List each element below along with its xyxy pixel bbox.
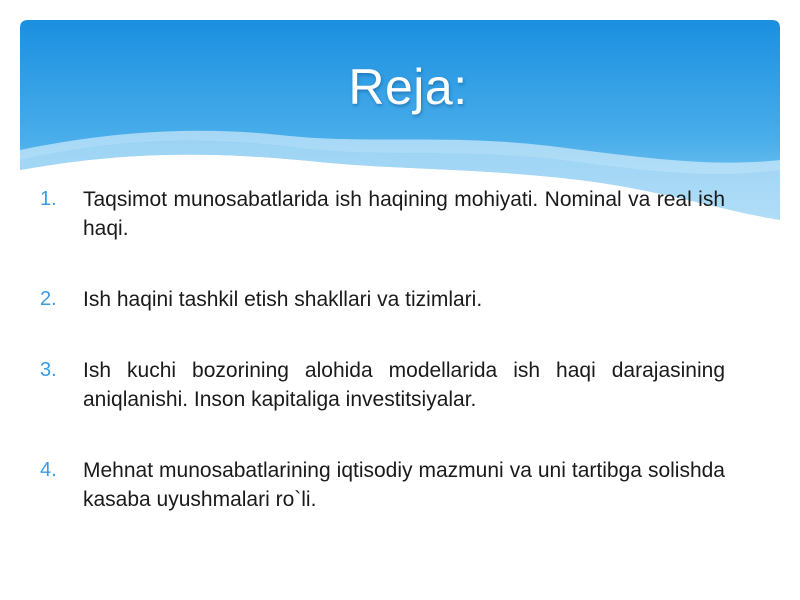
item-number: 1.: [40, 188, 57, 210]
agenda-list: [40, 185, 725, 514]
agenda-item: [40, 285, 725, 314]
item-text: Ish kuchi bozorining alohida modellarida ish haqi darajasining aniqlanishi. Inson kapitaliga investitsiyalar.: [83, 359, 725, 411]
item-number: 4.: [40, 459, 57, 481]
item-number: 3.: [40, 359, 57, 381]
item-number: 2.: [40, 288, 57, 310]
item-text: Mehnat munosabatlarining iqtisodiy mazmuni va uni tartibga solishda kasaba uyushmalari ro`li.: [83, 459, 725, 511]
agenda-item: [40, 356, 725, 414]
agenda-item: [40, 456, 725, 514]
item-text: Ish haqini tashkil etish shakllari va tizimlari.: [83, 288, 483, 311]
item-text: Taqsimot munosabatlarida ish haqining mohiyati. Nominal va real ish haqi.: [83, 188, 725, 240]
slide-title: Reja:: [348, 59, 468, 115]
agenda-item: [40, 185, 725, 243]
